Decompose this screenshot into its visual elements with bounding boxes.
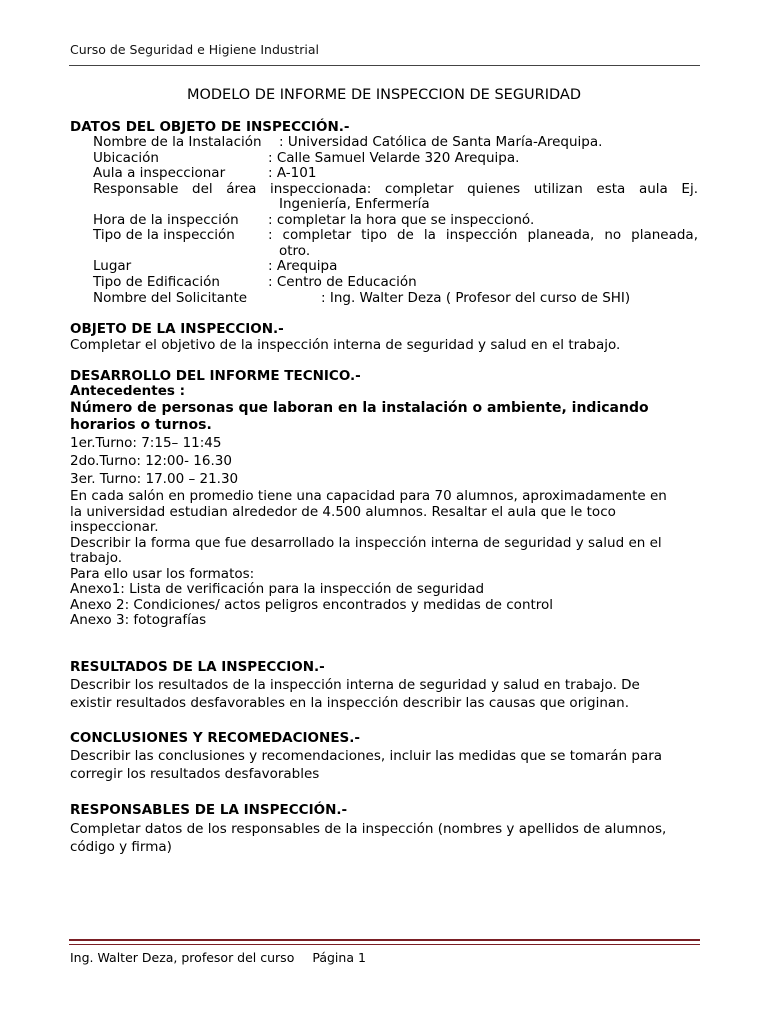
- responsables-line: código y firma): [70, 839, 172, 855]
- resultados-line: Describir los resultados de la inspección interna de seguridad y salud en trabajo. De: [70, 677, 640, 693]
- field-hora: [93, 212, 239, 228]
- field-tipo-edificacion: [93, 274, 220, 290]
- formatos-line: Para ello usar los formatos:: [70, 566, 255, 582]
- running-header: Curso de Seguridad e Higiene Industrial: [70, 42, 319, 57]
- field-value: : completar tipo de la inspección planeada, no planeada,: [268, 227, 698, 243]
- field-label: Nombre del Solicitante: [93, 290, 248, 306]
- subheading-antecedentes: Antecedentes :: [70, 383, 186, 399]
- field-value: : A-101: [268, 165, 317, 181]
- footer-divider-thin: [69, 944, 700, 945]
- field-responsable: Responsable del área inspeccionada: completar quienes utilizan esta aula Ej.: [93, 181, 698, 197]
- field-label: Aula a inspeccionar: [93, 165, 226, 181]
- conclusiones-line: corregir los resultados desfavorables: [70, 766, 320, 782]
- section-heading-objeto: OBJETO DE LA INSPECCION.-: [70, 321, 284, 337]
- turno-2: 2do.Turno: 12:00- 16.30: [70, 453, 232, 469]
- document-title: MODELO DE INFORME DE INSPECCION DE SEGURIDAD: [186, 87, 582, 103]
- field-value: : Centro de Educación: [268, 274, 417, 290]
- objeto-text: Completar el objetivo de la inspección interna de seguridad y salud en el trabajo.: [70, 337, 621, 353]
- field-value-cont: otro.: [279, 243, 311, 259]
- footer-author: Ing. Walter Deza, profesor del curso: [70, 950, 295, 965]
- field-label: Lugar: [93, 258, 132, 274]
- resultados-line: existir resultados desfavorables en la inspección describir las causas que originan.: [70, 695, 629, 711]
- field-ubicacion: [93, 150, 159, 166]
- header-divider: [69, 65, 700, 66]
- anexo-1: Anexo1: Lista de verificación para la inspección de seguridad: [70, 581, 485, 597]
- running-footer: [70, 950, 366, 965]
- field-nombre-instalacion: [93, 134, 262, 150]
- section-heading-desarrollo: DESARROLLO DEL INFORME TECNICO.-: [70, 368, 361, 384]
- field-value: : completar la hora que se inspeccionó.: [268, 212, 535, 228]
- page-number: Página 1: [312, 950, 366, 965]
- responsables-line: Completar datos de los responsables de la inspección (nombres y apellidos de alumnos,: [70, 821, 667, 837]
- field-label: Tipo de la inspección: [93, 227, 235, 243]
- turno-3: 3er. Turno: 17.00 – 21.30: [70, 471, 239, 487]
- capacidad-line: En cada salón en promedio tiene una capacidad para 70 alumnos, aproximadamente en: [70, 488, 667, 504]
- conclusiones-line: Describir las conclusiones y recomendaciones, incluir las medidas que se tomarán para: [70, 748, 663, 764]
- field-label: Nombre de la Instalación: [93, 134, 262, 150]
- capacidad-line: la universidad estudian alrededor de 4.500 alumnos. Resaltar el aula que le toco: [70, 504, 616, 520]
- describir-line: trabajo.: [70, 550, 123, 566]
- field-solicitante: [93, 290, 247, 306]
- field-value: : Calle Samuel Velarde 320 Arequipa.: [268, 150, 520, 166]
- section-heading-datos: DATOS DEL OBJETO DE INSPECCIÓN.-: [70, 119, 350, 135]
- field-label: Ubicación: [93, 150, 159, 166]
- numero-personas-heading: Número de personas que laboran en la instalación o ambiente, indicando: [70, 400, 649, 416]
- footer-divider-thick: [69, 939, 700, 941]
- field-value: : Arequipa: [268, 258, 338, 274]
- field-lugar: [93, 258, 131, 274]
- section-heading-conclusiones: CONCLUSIONES Y RECOMEDACIONES.-: [70, 730, 361, 746]
- field-value: : Ing. Walter Deza ( Profesor del curso de SHI): [321, 290, 631, 306]
- numero-personas-heading-cont: horarios o turnos.: [70, 417, 212, 433]
- field-label: Hora de la inspección: [93, 212, 239, 228]
- field-tipo-inspeccion: [93, 227, 235, 243]
- anexo-2: Anexo 2: Condiciones/ actos peligros encontrados y medidas de control: [70, 597, 554, 613]
- field-label: Tipo de Edificación: [93, 274, 220, 290]
- describir-line: Describir la forma que fue desarrollado la inspección interna de seguridad y salud en el: [70, 535, 662, 551]
- field-responsable-cont: Ingeniería, Enfermería: [279, 196, 430, 212]
- field-aula: [93, 165, 225, 181]
- turno-1: 1er.Turno: 7:15– 11:45: [70, 435, 222, 451]
- capacidad-line: inspeccionar.: [70, 519, 159, 535]
- section-heading-responsables: RESPONSABLES DE LA INSPECCIÓN.-: [70, 802, 348, 818]
- section-heading-resultados: RESULTADOS DE LA INSPECCION.-: [70, 659, 325, 675]
- anexo-3: Anexo 3: fotografías: [70, 612, 207, 628]
- field-value: : Universidad Católica de Santa María-Arequipa.: [279, 134, 603, 150]
